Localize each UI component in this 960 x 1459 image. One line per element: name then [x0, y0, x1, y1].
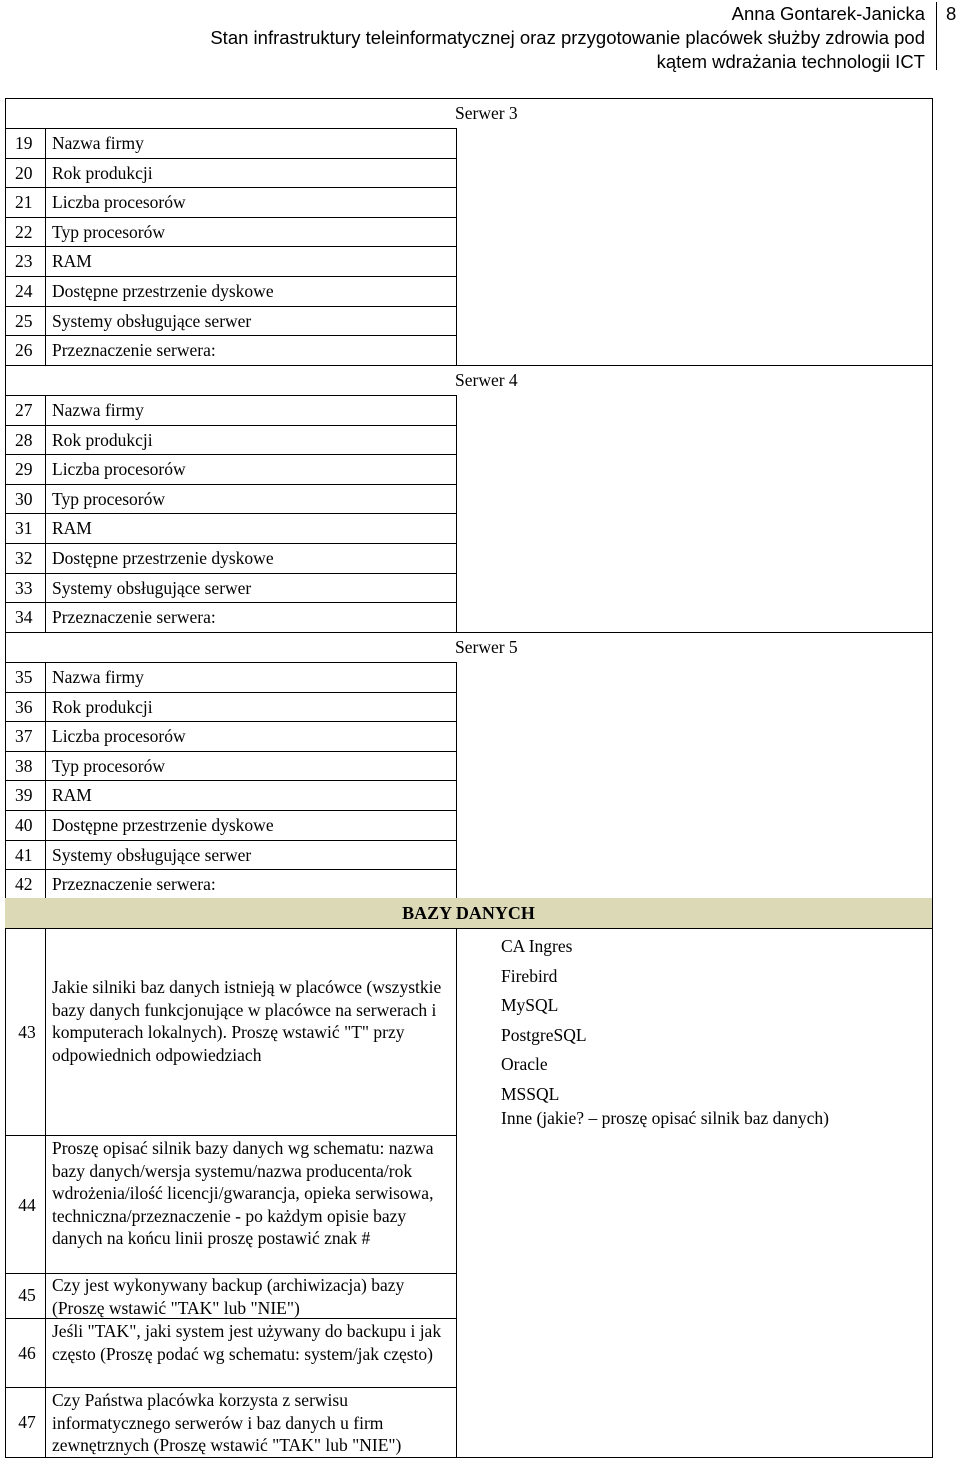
- database-option: Oracle: [501, 1054, 548, 1074]
- database-option: PostgreSQL: [501, 1025, 587, 1045]
- database-option: CA Ingres: [501, 936, 573, 956]
- row-line: [5, 840, 457, 841]
- server-title: Serwer 3: [455, 103, 518, 123]
- row-line: [5, 602, 457, 603]
- row-number: 41: [15, 844, 33, 865]
- row-number: 26: [15, 340, 33, 361]
- row-number: 28: [15, 429, 33, 450]
- row-number: 25: [15, 310, 33, 331]
- table-left-border: [5, 98, 6, 1457]
- row-line: [5, 751, 457, 752]
- row-line: [5, 395, 457, 396]
- row-number: 31: [15, 518, 33, 539]
- row-label: Typ procesorów: [52, 221, 165, 242]
- value-column-line: [456, 662, 457, 899]
- question-47-text: Czy Państwa placówka korzysta z serwisu informatycznego serwerów i baz danych u firm zewnętrznych (Proszę wstawić "TAK" lub "NIE"): [52, 1390, 402, 1455]
- question-number-43: 43: [18, 1022, 36, 1042]
- row-line: [5, 810, 457, 811]
- row-label: Nazwa firmy: [52, 133, 144, 153]
- number-column-line: [45, 128, 46, 365]
- row-label: Liczba procesorów: [52, 726, 186, 747]
- row-label: Liczba procesorów: [52, 192, 186, 213]
- server-header-top-line: [5, 632, 933, 633]
- value-column-line: [456, 395, 457, 632]
- row-number: 20: [15, 162, 33, 183]
- question-45-text: Czy jest wykonywany backup (archiwizacja) bazy (Proszę wstawić "TAK" lub "NIE"): [52, 1275, 405, 1318]
- row-line: [5, 158, 457, 159]
- row-number: 42: [15, 874, 33, 895]
- row-number: 27: [15, 400, 33, 420]
- row-label: Rok produkcji: [52, 162, 153, 183]
- row-number: 39: [15, 785, 33, 806]
- question-number-44: 44: [18, 1195, 36, 1215]
- number-column-line: [45, 928, 46, 1457]
- row-label: RAM: [52, 251, 92, 272]
- number-column-line: [45, 395, 46, 632]
- row-line: [5, 454, 457, 455]
- server-title: Serwer 4: [455, 370, 518, 390]
- row-line: [5, 662, 457, 663]
- row-label: Systemy obsługujące serwer: [52, 310, 252, 331]
- row-number: 21: [15, 192, 33, 213]
- row-line: [5, 187, 457, 188]
- row-number: 33: [15, 577, 33, 598]
- row-label: Rok produkcji: [52, 696, 153, 717]
- server-header-top-line: [5, 365, 933, 366]
- row-line: [5, 306, 457, 307]
- header-title-line1: Stan infrastruktury teleinformatycznej oraz przygotowanie placówek służby zdrowia pod: [210, 27, 925, 48]
- row-number: 22: [15, 221, 33, 242]
- row-line: [5, 543, 457, 544]
- header-text: [210, 2, 925, 74]
- row-line: [5, 780, 457, 781]
- table-bottom-line: [5, 1457, 933, 1458]
- row-line: [5, 335, 457, 336]
- row-number: 38: [15, 755, 33, 776]
- row-line: [5, 128, 457, 129]
- header-author: Anna Gontarek-Janicka: [731, 3, 925, 24]
- row-number: 37: [15, 726, 33, 747]
- banner-bottom-line: [5, 928, 933, 929]
- row-label: Typ procesorów: [52, 488, 165, 509]
- row-label: Dostępne przestrzenie dyskowe: [52, 815, 274, 835]
- row-line: [5, 869, 457, 870]
- row-number: 40: [15, 815, 33, 835]
- row-line: [5, 513, 457, 514]
- database-option: MSSQL: [501, 1084, 560, 1104]
- page-number: 8: [946, 3, 957, 24]
- row-line: [5, 425, 457, 426]
- row-number: 30: [15, 488, 33, 509]
- row-label: Dostępne przestrzenie dyskowe: [52, 548, 274, 568]
- question-44-text: Proszę opisać silnik bazy danych wg schematu: nazwa bazy danych/wersja systemu/nazwa producenta/rok wdrożenia/ilość licencji/gwarancja, opieka serwisowa, techniczna/przeznaczenie - po każdym opisie bazy danych na końcu linii proszę postawić znak #: [52, 1138, 434, 1248]
- question-row-line: [5, 1135, 457, 1136]
- row-number: 34: [15, 607, 33, 628]
- server-header-top-line: [5, 98, 933, 99]
- row-label: Nazwa firmy: [52, 400, 144, 420]
- row-label: Dostępne przestrzenie dyskowe: [52, 281, 274, 301]
- row-label: Liczba procesorów: [52, 459, 186, 480]
- server-title: Serwer 5: [455, 637, 518, 657]
- question-number-47: 47: [18, 1412, 36, 1432]
- database-option: MySQL: [501, 995, 559, 1015]
- row-line: [5, 721, 457, 722]
- question-number-45: 45: [18, 1285, 36, 1305]
- row-number: 36: [15, 696, 33, 717]
- row-line: [5, 484, 457, 485]
- row-label: RAM: [52, 518, 92, 539]
- row-line: [5, 276, 457, 277]
- question-46-text: Jeśli "TAK", jaki system jest używany do backupu i jak często (Proszę podać wg schematu: system/jak często): [52, 1321, 442, 1364]
- page-header: [0, 0, 960, 75]
- row-label: Systemy obsługujące serwer: [52, 577, 252, 598]
- table-right-border: [932, 98, 933, 1457]
- number-column-line: [45, 662, 46, 899]
- row-label: RAM: [52, 785, 92, 806]
- database-option: Firebird: [501, 966, 558, 986]
- row-number: 29: [15, 459, 33, 480]
- row-label: Nazwa firmy: [52, 667, 144, 687]
- header-separator: [936, 2, 937, 70]
- value-column-line: [456, 128, 457, 365]
- row-number: 35: [15, 667, 33, 687]
- database-option: Inne (jakie? – proszę opisać silnik baz danych): [501, 1108, 829, 1128]
- row-number: 24: [15, 281, 33, 301]
- row-label: Systemy obsługujące serwer: [52, 844, 252, 865]
- row-number: 23: [15, 251, 33, 272]
- row-line: [5, 246, 457, 247]
- section-title-databases: BAZY DANYCH: [402, 903, 535, 923]
- row-label: Przeznaczenie serwera:: [52, 340, 216, 361]
- question-43-text: Jakie silniki baz danych istnieją w placówce (wszystkie bazy danych funkcjonujące w placówce na serwerach i komputerach lokalnych). Proszę wstawić "T" przy odpowiednich odpowiedziach: [52, 977, 442, 1065]
- header-title-line2: kątem wdrażania technologii ICT: [656, 51, 925, 72]
- row-number: 19: [15, 133, 33, 153]
- row-label: Typ procesorów: [52, 755, 165, 776]
- row-label: Rok produkcji: [52, 429, 153, 450]
- question-number-46: 46: [18, 1343, 36, 1363]
- value-column-line: [456, 928, 457, 1457]
- row-line: [5, 217, 457, 218]
- row-line: [5, 692, 457, 693]
- question-row-line: [5, 1387, 457, 1388]
- row-number: 32: [15, 548, 33, 568]
- row-label: Przeznaczenie serwera:: [52, 874, 216, 895]
- row-line: [5, 573, 457, 574]
- row-label: Przeznaczenie serwera:: [52, 607, 216, 628]
